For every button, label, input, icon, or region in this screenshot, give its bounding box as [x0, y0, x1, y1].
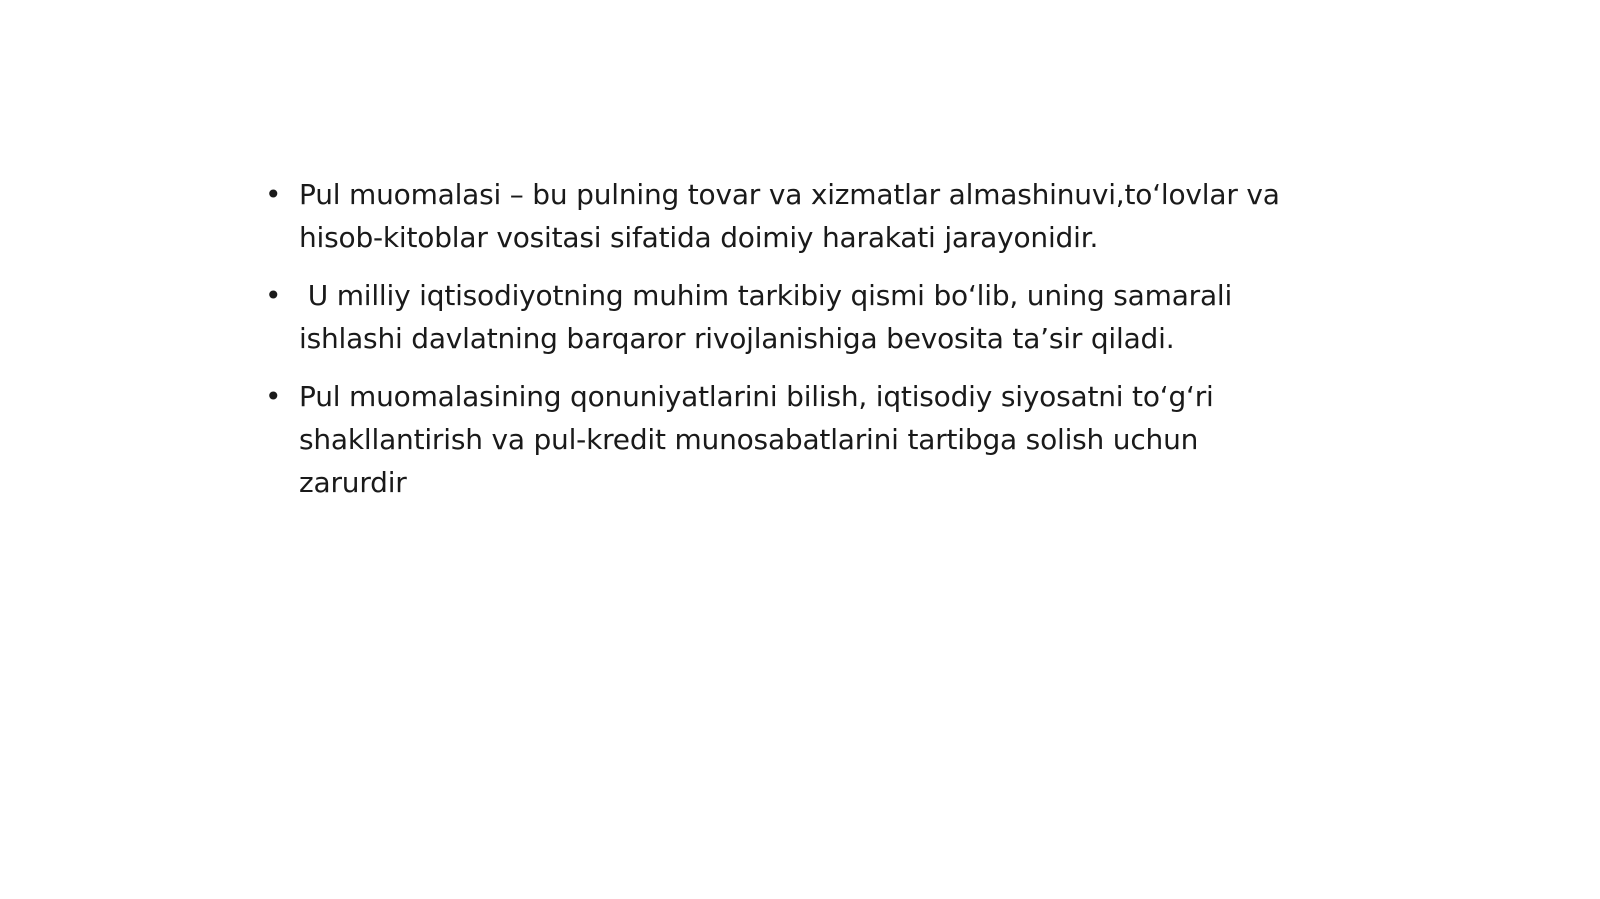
- bullet-text: Pul muomalasining qonuniyatlarini bilish, iqtisodiy siyosatni to‘g‘ri shakllantirish va pul-kredit munosabatlarini tartibga solish uchun zarurdir: [299, 380, 1223, 499]
- bullet-icon: •: [265, 279, 282, 312]
- bullet-item-3: [265, 375, 1305, 504]
- bullet-text: Pul muomalasi – bu pulning tovar va xizmatlar almashinuvi,to‘lovlar va hisob-kitoblar vositasi sifatida doimiy harakati jarayonidir.: [299, 178, 1289, 254]
- bullet-text: U milliy iqtisodiyotning muhim tarkibiy qismi bo‘lib, uning samarali ishlashi davlatning barqaror rivojlanishiga bevosita ta’sir qiladi.: [299, 279, 1241, 355]
- bullet-item-1: [265, 173, 1305, 259]
- bullet-list: [265, 173, 1305, 519]
- bullet-icon: •: [265, 178, 282, 211]
- bullet-icon: •: [265, 380, 282, 413]
- bullet-item-2: [265, 274, 1305, 360]
